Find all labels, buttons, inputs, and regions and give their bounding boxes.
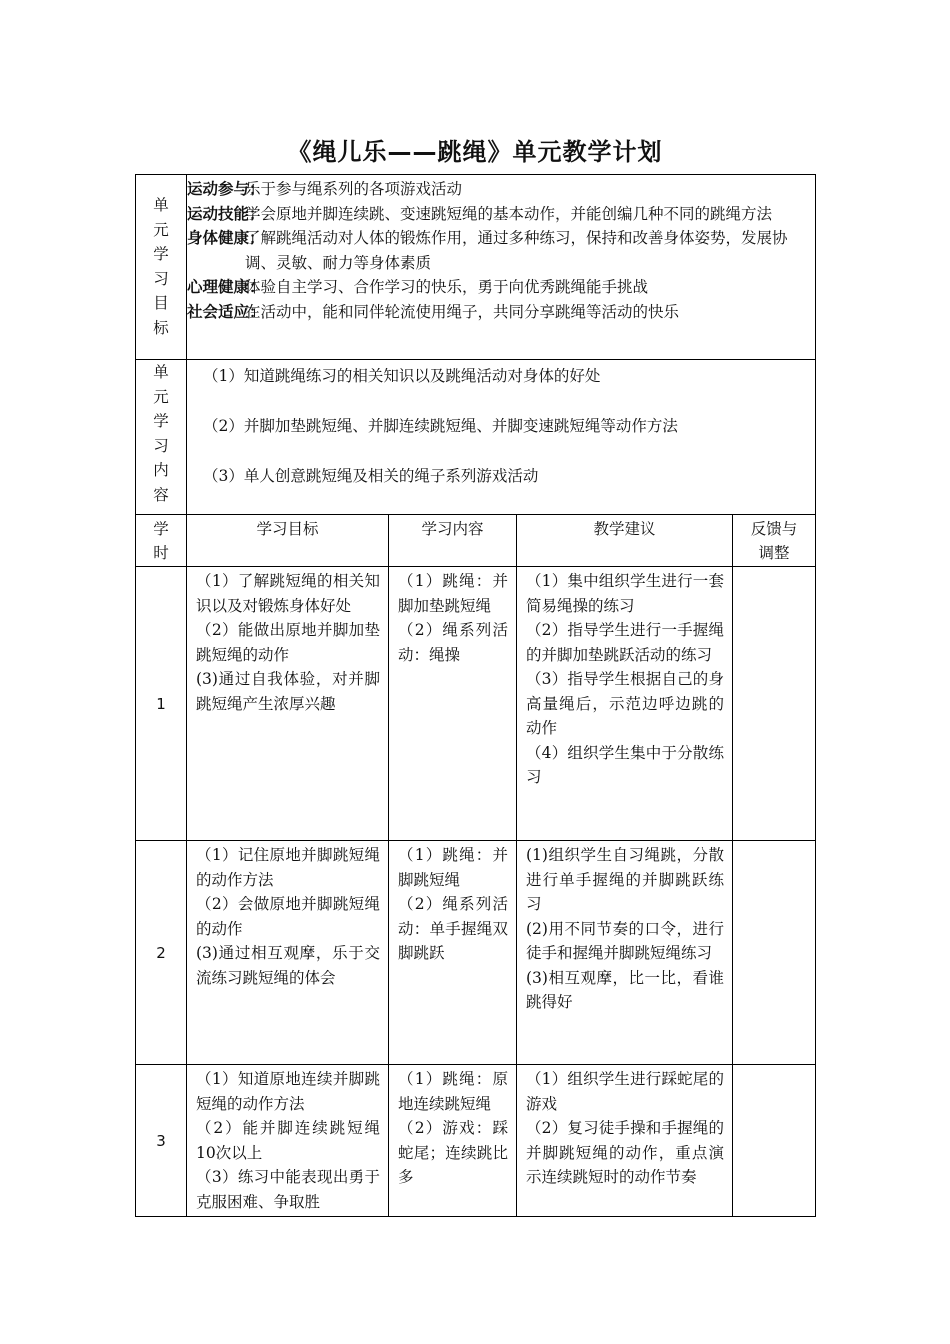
lesson-advice: (1)组织学生自习绳跳，分散进行单手握绳的并脚跳跃练习 (2)用不同节奏的口令，进行徒手和握绳并脚跳短绳练习 (3)相互观摩，比一比，看谁跳得好 [517,841,733,1065]
content-item: （2）并脚加垫跳短绳、并脚连续跳短绳、并脚变速跳短绳等动作方法 [203,417,678,435]
lesson-goals: （1）知道原地连续并脚跳短绳的动作方法 （2）能并脚连续跳短绳10次以上 （3）练习中能表现出勇于克服困难、争取胜 [187,1065,389,1217]
table-row [136,841,816,1065]
unit-goals-label: 单 元 学 习 目 标 [136,175,187,360]
goal-item: 运动参与： 乐于参与绳系列的各项游戏活动 [187,180,463,198]
table-row [136,1065,816,1217]
lesson-goals: （1）记住原地并脚跳短绳的动作方法 （2）会做原地并脚跳短绳的动作 (3)通过相互观摩，乐于交流练习跳短绳的体会 [187,841,389,1065]
lesson-advice: （1）组织学生进行踩蛇尾的游戏 （2）复习徒手操和手握绳的并脚跳短绳的动作，重点演示连续跳短时的动作节奏 [517,1065,733,1217]
table-header-row [136,515,816,567]
lesson-content: （1）跳绳：并脚跳短绳 （2）绳系列活动：单手握绳双脚跳跃 [389,841,517,1065]
header-feedback: 反馈与 调整 [733,515,816,567]
lesson-goals: （1）了解跳短绳的相关知识以及对锻炼身体好处 （2）能做出原地并脚加垫跳短绳的动作 (3)通过自我体验，对并脚跳短绳产生浓厚兴趣 [187,567,389,841]
teaching-plan-table [135,174,816,1217]
header-advice: 教学建议 [517,515,733,567]
unit-content-list [187,360,816,515]
unit-content-label: 单 元 学 习 内 容 [136,360,187,515]
page-title: 《绳儿乐——跳绳》单元教学计划 [287,138,663,166]
goal-item: 身体健康： 了解跳绳活动对人体的锻炼作用，通过多种练习，保持和改善身体姿势，发展协调、灵敏、耐力等身体素质 [187,229,788,272]
lesson-feedback [733,1065,816,1217]
unit-goals-list [187,175,816,360]
lesson-content: （1）跳绳：并脚加垫跳短绳 （2）绳系列活动：绳操 [389,567,517,841]
header-content: 学习内容 [389,515,517,567]
goal-item: 社会适应： 在活动中，能和同伴轮流使用绳子，共同分享跳绳等活动的快乐 [187,302,680,321]
header-goals: 学习目标 [187,515,389,567]
content-item: （1）知道跳绳练习的相关知识以及跳绳活动对身体的好处 [203,367,601,385]
lesson-content: （1）跳绳：原地连续跳短绳 （2）游戏：踩蛇尾；连续跳比多 [389,1065,517,1217]
goal-item: 心理健康： 体验自主学习、合作学习的快乐，勇于向优秀跳绳能手挑战 [187,278,649,296]
goal-item: 运动技能： 学会原地并脚连续跳、变速跳短绳的基本动作，并能创编几种不同的跳绳方法 [187,204,773,223]
unit-content-row [136,360,816,515]
lesson-advice: （1）集中组织学生进行一套简易绳操的练习 （2）指导学生进行一手握绳的并脚加垫跳跃活动的练习 （3）指导学生根据自己的身高量绳后，示范边呼边跳的动作 （4）组织学生集中于分散练习 [517,567,733,841]
header-lesson: 学 时 [136,515,187,567]
lesson-number: 2 [136,841,187,1065]
unit-goals-row [136,175,816,360]
lesson-number: 3 [136,1065,187,1217]
lesson-number: 1 [136,567,187,841]
content-item: （3）单人创意跳短绳及相关的绳子系列游戏活动 [203,467,539,485]
lesson-feedback [733,841,816,1065]
table-row [136,567,816,841]
lesson-feedback [733,567,816,841]
